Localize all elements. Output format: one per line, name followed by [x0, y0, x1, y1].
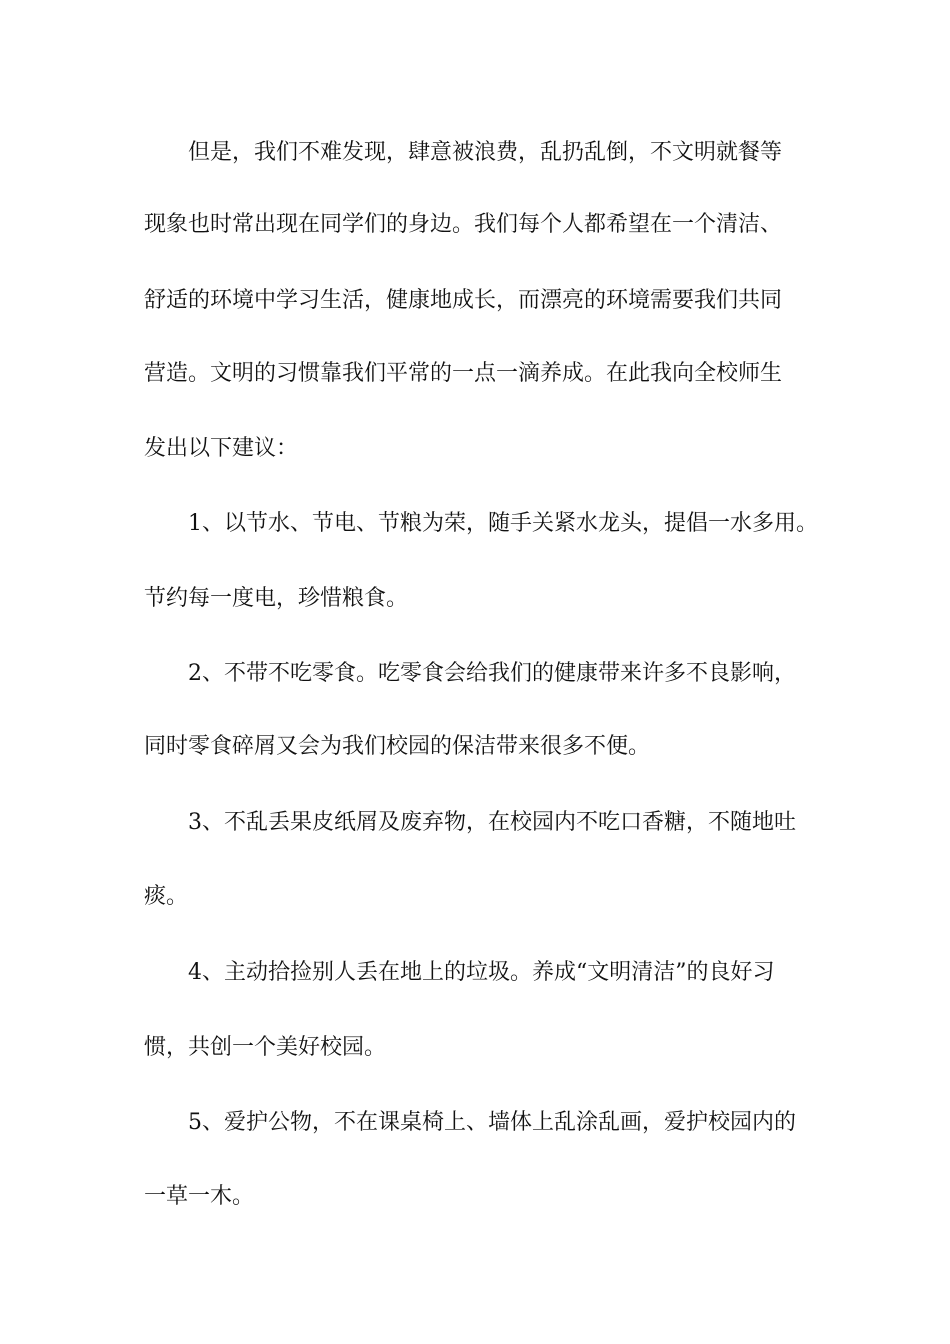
paragraph-1-line-3: 舒适的环境中学习生活，健康地成长，而漂亮的环境需要我们共同 — [144, 288, 783, 313]
suggestion-1-line-1: 1、以节水、节电、节粮为荣，随手关紧水龙头，提倡一水多用。 — [188, 511, 818, 536]
suggestion-3-line-1: 3、不乱丢果皮纸屑及废弃物，在校园内不吃口香糖，不随地吐 — [188, 810, 796, 835]
paragraph-1-line-5: 发出以下建议： — [144, 436, 299, 461]
paragraph-1-line-2: 现象也时常出现在同学们的身边。我们每个人都希望在一个清洁、 — [144, 212, 783, 237]
suggestion-2-line-2: 同时零食碎屑又会为我们校园的保洁带来很多不便。 — [144, 734, 651, 759]
suggestion-2-line-1: 2、不带不吃零食。吃零食会给我们的健康带来许多不良影响， — [188, 661, 796, 686]
suggestion-5-line-2: 一草一木。 — [144, 1184, 255, 1209]
suggestion-5-line-1: 5、爱护公物，不在课桌椅上、墙体上乱涂乱画，爱护校园内的 — [188, 1110, 796, 1135]
suggestion-4-line-1: 4、主动拾捡别人丢在地上的垃圾。养成“文明清洁”的良好习 — [188, 960, 775, 985]
paragraph-1-line-1: 但是，我们不难发现，肆意被浪费，乱扔乱倒，不文明就餐等 — [188, 140, 783, 165]
suggestion-1-line-2: 节约每一度电，珍惜粮食。 — [144, 586, 409, 611]
suggestion-4-line-2: 惯，共创一个美好校园。 — [144, 1035, 387, 1060]
paragraph-1-line-4: 营造。文明的习惯靠我们平常的一点一滴养成。在此我向全校师生 — [144, 361, 783, 386]
suggestion-3-line-2: 痰。 — [144, 884, 189, 909]
